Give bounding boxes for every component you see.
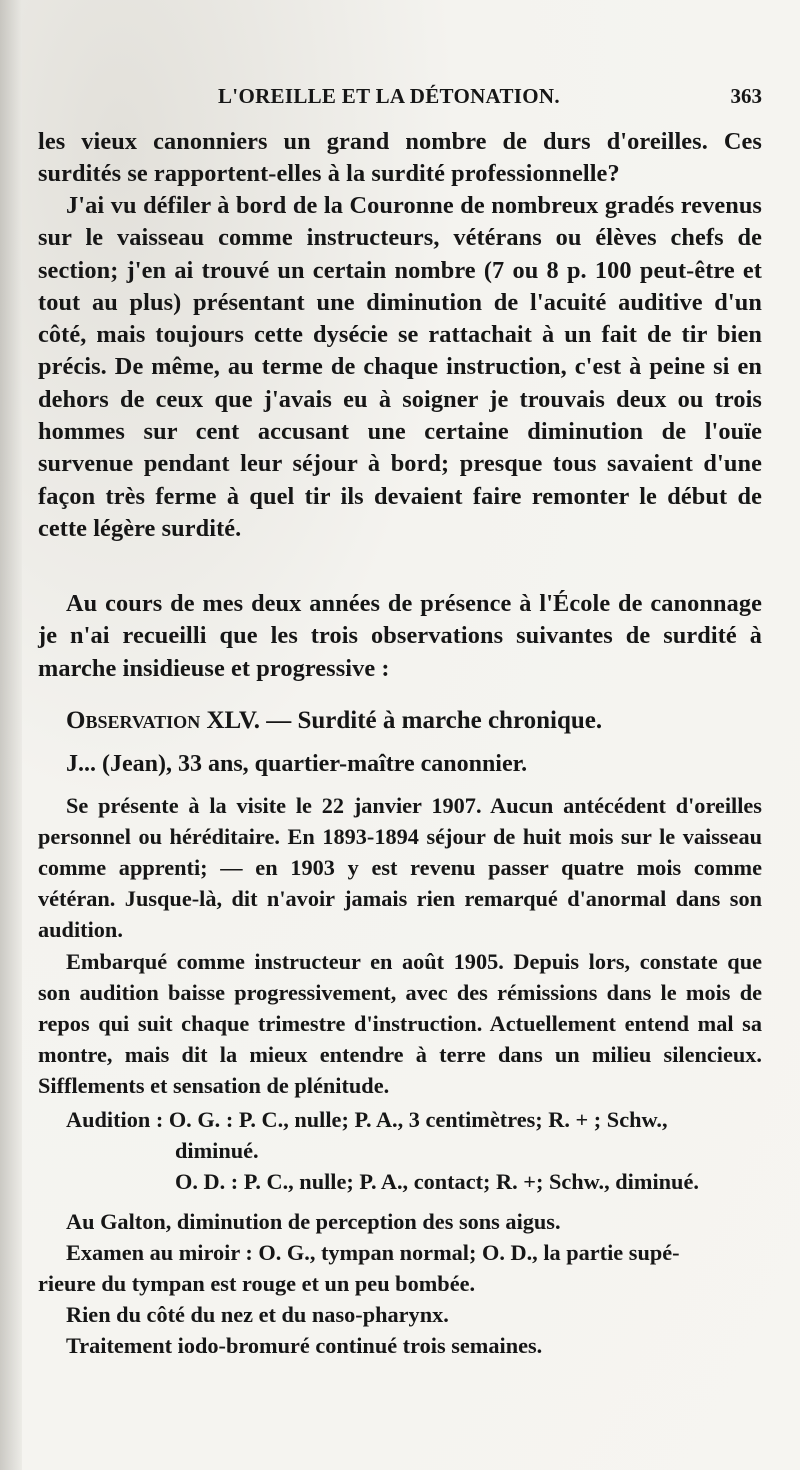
audition-left-ear: Audition : O. G. : P. C., nulle; P. A., 3 centimètres; R. + ; Schw.,: [66, 1107, 668, 1132]
paragraph-1: les vieux canonniers un grand nombre de durs d'oreilles. Ces surdités se rapportent-elles à la surdité professionnelle?: [38, 128, 762, 188]
audition-left-ear-continued: diminué.: [175, 1138, 259, 1163]
running-title: L'OREILLE ET LA DÉTONATION.: [218, 84, 560, 108]
page-edge-shadow: [0, 0, 22, 1470]
observation-title: [66, 707, 602, 735]
observation-heading: XLV. — Surdité à marche chronique.: [206, 707, 603, 734]
page-header: [38, 84, 762, 114]
observation-paragraph-2: Embarqué comme instructeur en août 1905. Depuis lors, constate que son audition baisse progressivement, avec des rémissions dans le mois de repos qui suit chaque trimestre d'instruction. Actuellement entend mal sa montre, mais dit la mieux entendre à terre dans un milieu silencieux. Sifflements et sensation de plénitude.: [38, 949, 762, 1098]
patient-line: J... (Jean), 33 ans, quartier-maître canonnier.: [66, 751, 528, 777]
observation-paragraph-1: Se présente à la visite le 22 janvier 1907. Aucun antécédent d'oreilles personnel ou héréditaire. En 1893-1894 séjour de huit mois sur le vaisseau comme apprenti; — en 1903 y est revenu passer quatre mois comme vétéran. Jusque-là, dit n'avoir jamais rien remarqué d'anormal dans son audition.: [38, 793, 762, 942]
galton-line: Au Galton, diminution de perception des sons aigus.: [66, 1209, 561, 1234]
observation-label: Observation: [66, 707, 201, 734]
examen-line-2: rieure du tympan est rouge et un peu bombée.: [38, 1271, 476, 1296]
audition-right-ear: O. D. : P. C., nulle; P. A., contact; R. +; Schw., diminué.: [175, 1169, 699, 1194]
nose-line: Rien du côté du nez et du naso-pharynx.: [66, 1302, 449, 1327]
paragraph-2: J'ai vu défiler à bord de la Couronne de nombreux gradés revenus sur le vaisseau comme instructeurs, vétérans ou élèves chefs de section; j'en ai trouvé un certain nombre (7 ou 8 p. 100 peut-être et tout au plus) présentant une diminution de l'acuité auditive d'un côté, mais toujours cette dysécie se rattachait à un fait de tir bien précis. De même, au terme de chaque instruction, c'est à peine si en dehors de ceux que j'avais eu à soigner je trouvais deux ou trois hommes sur cent accusant une certaine diminution de l'ouïe survenue pendant leur séjour à bord; presque tous savaient d'une façon très ferme à quel tir ils devaient faire remonter le début de cette légère surdité.: [38, 192, 762, 542]
page-number: 363: [730, 84, 762, 108]
examen-line-1: Examen au miroir : O. G., tympan normal; O. D., la partie supé-: [66, 1240, 680, 1265]
paragraph-3: Au cours de mes deux années de présence à l'École de canonnage je n'ai recueilli que les trois observations suivantes de surdité à marche insidieuse et progressive :: [38, 590, 762, 682]
treatment-line: Traitement iodo-bromuré continué trois semaines.: [66, 1333, 543, 1358]
